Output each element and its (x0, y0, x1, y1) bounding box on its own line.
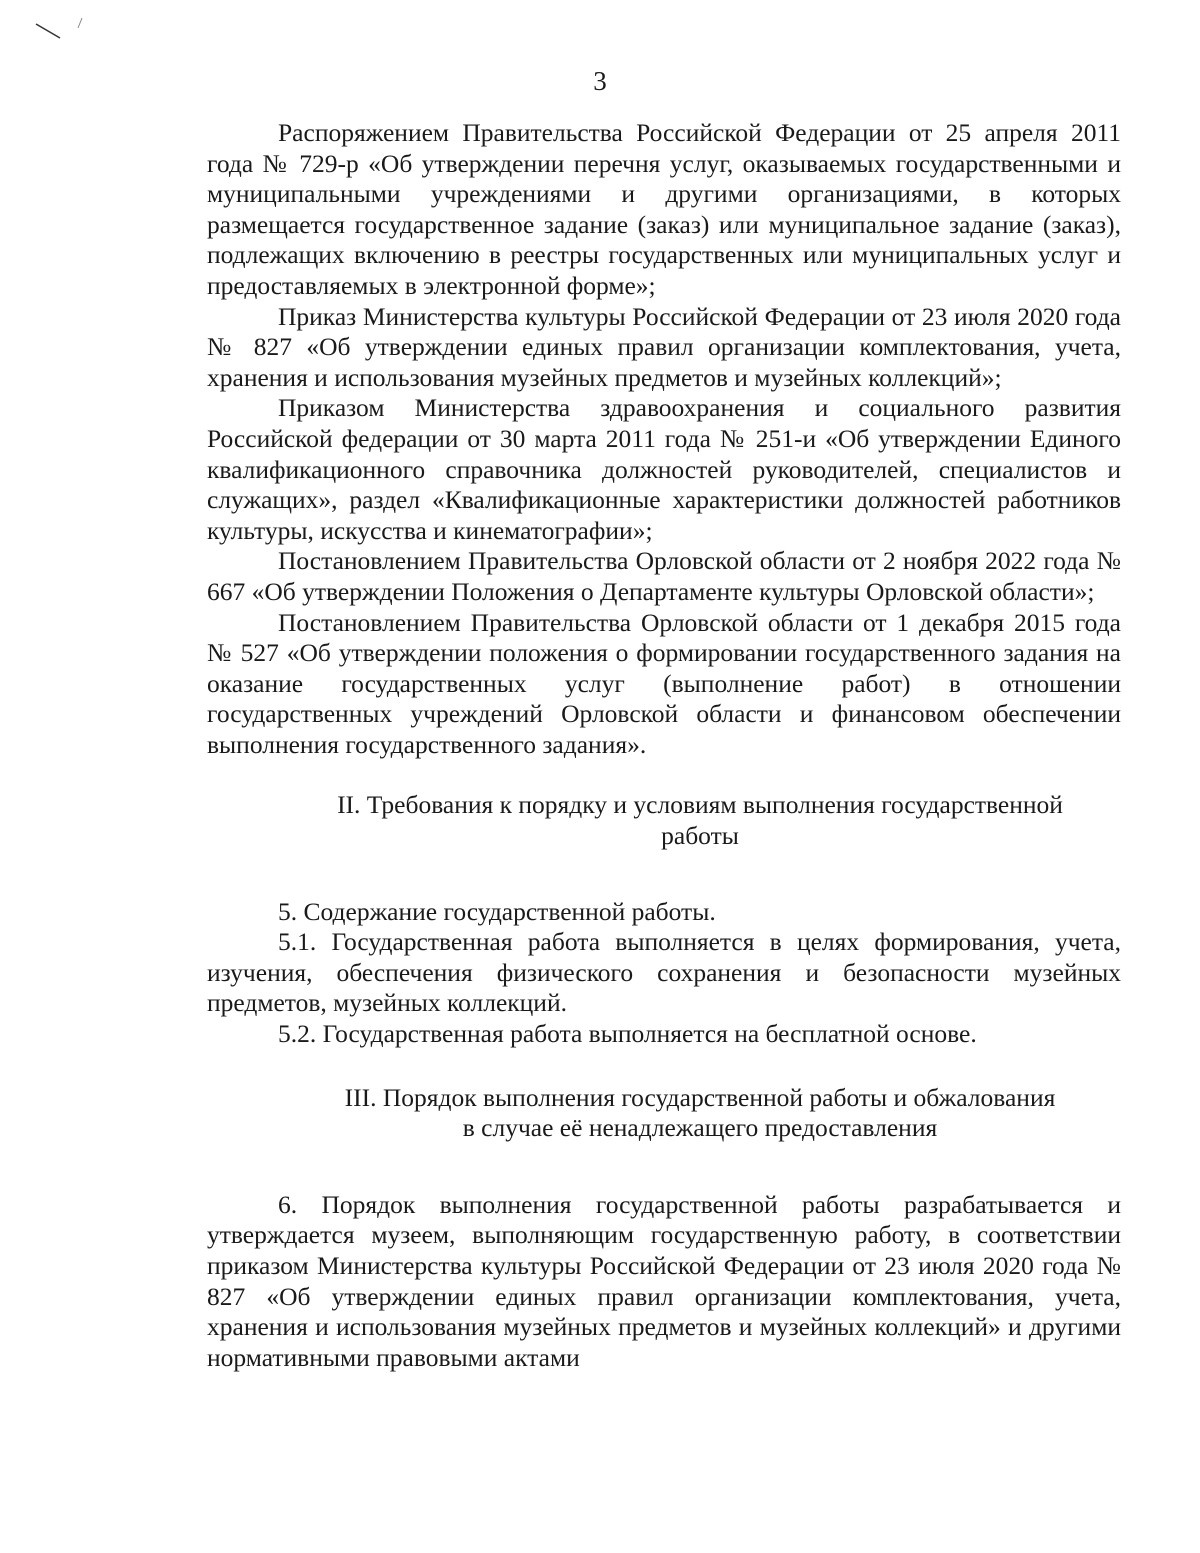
document-body (207, 118, 1121, 1373)
paragraph: 6. Порядок выполнения государственной работы разрабатывается и утверждается музеем, выполняющим государственную работу, в соответствии приказом Министерства культуры Российской Федерации от 23 июля 2020 года № 827 «Об утверждении единых правил организации комплектования, учета, хранения и использования музейных предметов и музейных коллекций» и другими нормативными правовыми актами (207, 1189, 1121, 1372)
section-heading-line: II. Требования к порядку и условиям выполнения государственной (337, 790, 1063, 820)
section-heading-line: в случае её ненадлежащего предоставления (462, 1113, 938, 1143)
paragraph: 5.2. Государственная работа выполняется на бесплатной основе. (278, 1019, 977, 1049)
scan-artifact-mark (34, 14, 94, 54)
section-heading-3 (207, 1083, 1121, 1144)
section-heading-2 (207, 790, 1121, 851)
spacer (207, 760, 1121, 790)
paragraph: Приказ Министерства культуры Российской Федерации от 23 июля 2020 года № 827 «Об утверждении единых правил организации комплектования, учета, хранения и использования музейных предметов и музейных коллекций»; (207, 301, 1121, 392)
section-heading-line: работы (661, 821, 739, 851)
section-heading-line: III. Порядок выполнения государственной работы и обжалования (344, 1082, 1056, 1112)
paragraph: Распоряжением Правительства Российской Федерации от 25 апреля 2011 года № 729-р «Об утверждении перечня услуг, оказываемых государственными и муниципальными учреждениями и другими организациями, в которых размещается государственное задание (заказ) или муниципальное задание (заказ), подлежащих включению в реестры государственных или муниципальных услуг и предоставляемых в электронной форме»; (207, 118, 1121, 300)
spacer (207, 852, 1121, 897)
page-number: 3 (593, 66, 607, 96)
paragraph: 5. Содержание государственной работы. (278, 896, 716, 926)
spacer (207, 1144, 1121, 1190)
paragraph: Приказом Министерства здравоохранения и социального развития Российской федерации от 30 марта 2011 года № 251-и «Об утверждении Единого квалификационного справочника должностей руководителей, специалистов и служащих», раздел «Квалификационные характеристики должностей работников культуры, искусства и кинематографии»; (207, 393, 1121, 545)
spacer (207, 1050, 1121, 1083)
paragraph: Постановлением Правительства Орловской области от 2 ноября 2022 года № 667 «Об утверждении Положения о Департаменте культуры Орловской области»; (207, 546, 1121, 606)
paragraph: Постановлением Правительства Орловской области от 1 декабря 2015 года № 527 «Об утверждении положения о формировании государственного задания на оказание государственных услуг (выполнение работ) в отношении государственных учреждений Орловской области и финансовом обеспечении выполнения государственного задания». (207, 607, 1121, 759)
paragraph: 5.1. Государственная работа выполняется в целях формирования, учета, изучения, обеспечения физического сохранения и безопасности музейных предметов, музейных коллекций. (207, 927, 1121, 1018)
